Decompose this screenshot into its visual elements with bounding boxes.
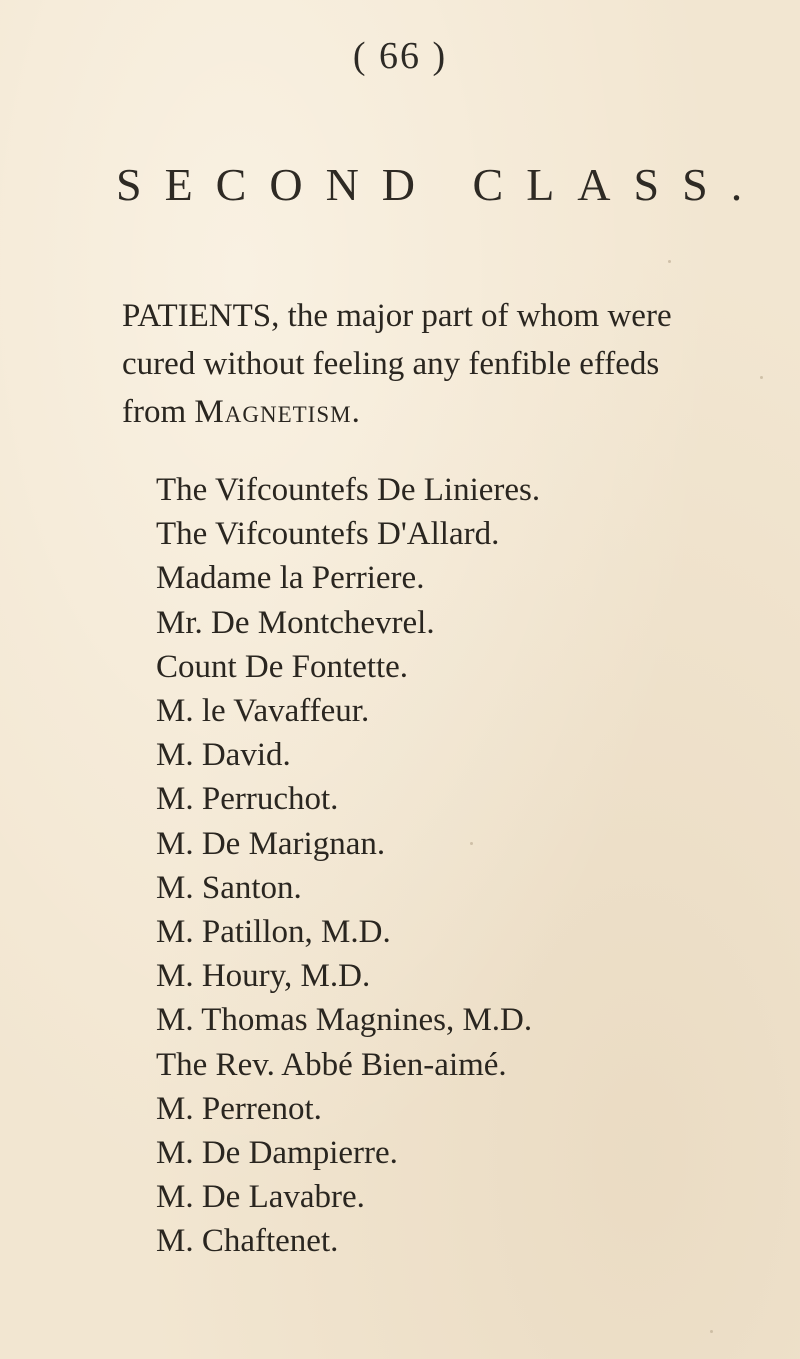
- intro-magnetism-term: Magnetism: [194, 394, 352, 430]
- list-item: M. Perruchot.: [156, 781, 339, 818]
- list-item: M. De Lavabre.: [156, 1179, 365, 1216]
- list-item: M. De Dampierre.: [156, 1135, 398, 1172]
- list-item: M. Houry, M.D.: [156, 958, 371, 995]
- list-item: The Vifcountefs D'Allard.: [156, 516, 500, 553]
- intro-line-2: cured without feeling any fenfible effeds: [122, 346, 660, 382]
- list-item: The Rev. Abbé Bien-aimé.: [156, 1046, 507, 1083]
- list-item: M. Thomas Magnines, M.D.: [156, 1002, 533, 1039]
- list-item: M. Santon.: [156, 869, 302, 906]
- intro-line-3-suffix: .: [351, 394, 360, 430]
- page-number: ( 66 ): [352, 35, 448, 77]
- list-item: M. Patillon, M.D.: [156, 914, 391, 951]
- intro-paragraph: [122, 292, 742, 436]
- list-item: M. le Vavaffeur.: [156, 693, 370, 730]
- intro-line-3-prefix: from: [122, 394, 195, 430]
- paper-speck: [710, 1330, 713, 1333]
- paper-speck: [668, 260, 671, 263]
- list-item: M. Chaftenet.: [156, 1223, 339, 1260]
- list-item: Count De Fontette.: [156, 648, 409, 685]
- list-item: Madame la Perriere.: [156, 560, 425, 597]
- intro-line-3: [122, 388, 742, 436]
- paper-speck: [470, 842, 473, 845]
- list-item: M. De Marignan.: [156, 825, 386, 862]
- list-item: Mr. De Montchevrel.: [156, 604, 435, 641]
- intro-line-1: PATIENTS, the major part of whom were: [122, 298, 672, 334]
- list-item: The Vifcountefs De Linieres.: [156, 472, 541, 508]
- patient-list: [156, 468, 540, 1264]
- list-item: M. David.: [156, 737, 291, 774]
- section-heading: SECOND CLASS.: [116, 159, 766, 210]
- paper-speck: [760, 376, 763, 379]
- list-item: M. Perrenot.: [156, 1090, 322, 1127]
